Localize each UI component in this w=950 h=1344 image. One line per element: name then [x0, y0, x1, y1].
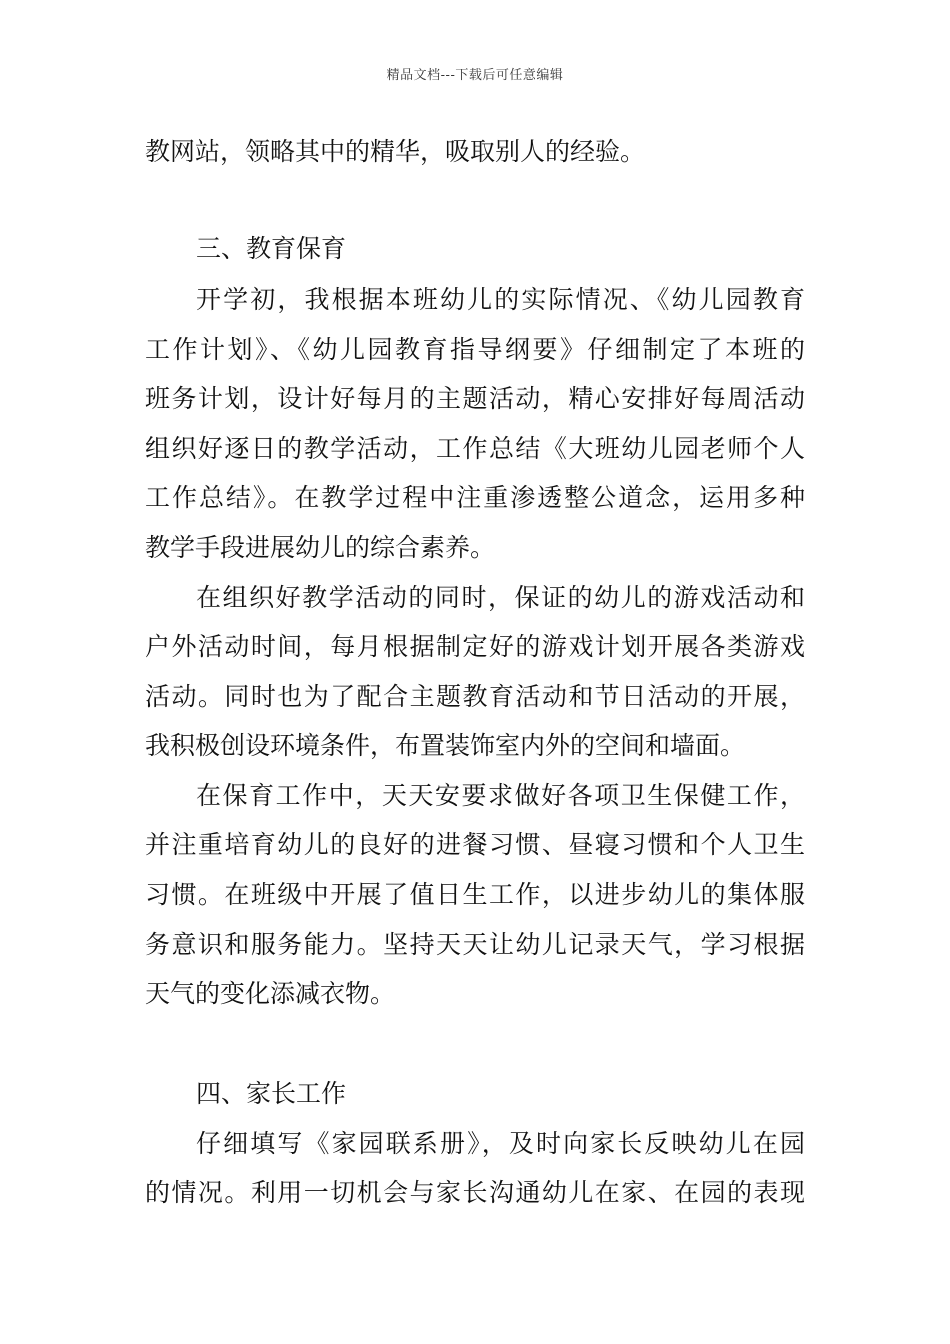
- paragraph-line: 并注重培育幼儿的良好的进餐习惯、昼寝习惯和个人卫生: [145, 830, 805, 859]
- paragraph-line: 工作总结》。在教学过程中注重渗透整公道念，运用多种: [145, 483, 805, 512]
- paragraph-line: 工作计划》、《幼儿园教育指导纲要》仔细制定了本班的: [145, 335, 805, 364]
- paragraph-line: 班务计划，设计好每月的主题活动，精心安排好每周活动: [145, 384, 805, 413]
- page-header: 精品文档---下载后可任意编辑: [386, 68, 564, 83]
- paragraph-line: 在保育工作中，天天安要求做好各项卫生保健工作，: [196, 781, 805, 810]
- paragraph-line: 教网站，领略其中的精华，吸取别人的经验。: [145, 137, 646, 166]
- paragraph-line: 户外活动时间，每月根据制定好的游戏计划开展各类游戏: [145, 632, 805, 661]
- paragraph-line: 仔细填写《家园联系册》，及时向家长反映幼儿在园: [196, 1129, 805, 1158]
- paragraph-line: 我积极创设环境条件，布置装饰室内外的空间和墙面。: [145, 731, 746, 760]
- paragraph-line: 开学初，我根据本班幼儿的实际情况、《幼儿园教育: [196, 285, 805, 314]
- paragraph-line: 活动。同时也为了配合主题教育活动和节日活动的开展，: [145, 682, 805, 711]
- paragraph-line: 的情况。利用一切机会与家长沟通幼儿在家、在园的表现: [145, 1178, 805, 1207]
- paragraph-line: 务意识和服务能力。坚持天天让幼儿记录天气，学习根据: [145, 930, 805, 959]
- paragraph-line: 在组织好教学活动的同时，保证的幼儿的游戏活动和: [196, 583, 805, 612]
- paragraph-line: 天气的变化添减衣物。: [145, 979, 396, 1008]
- section-heading-3: 三、教育保育: [196, 234, 347, 263]
- section-heading-4: 四、家长工作: [196, 1079, 347, 1108]
- paragraph-line: 组织好逐日的教学活动，工作总结《大班幼儿园老师个人: [145, 434, 805, 463]
- paragraph-line: 习惯。在班级中开展了值日生工作，以进步幼儿的集体服: [145, 880, 805, 909]
- paragraph-line: 教学手段进展幼儿的综合素养。: [145, 533, 496, 562]
